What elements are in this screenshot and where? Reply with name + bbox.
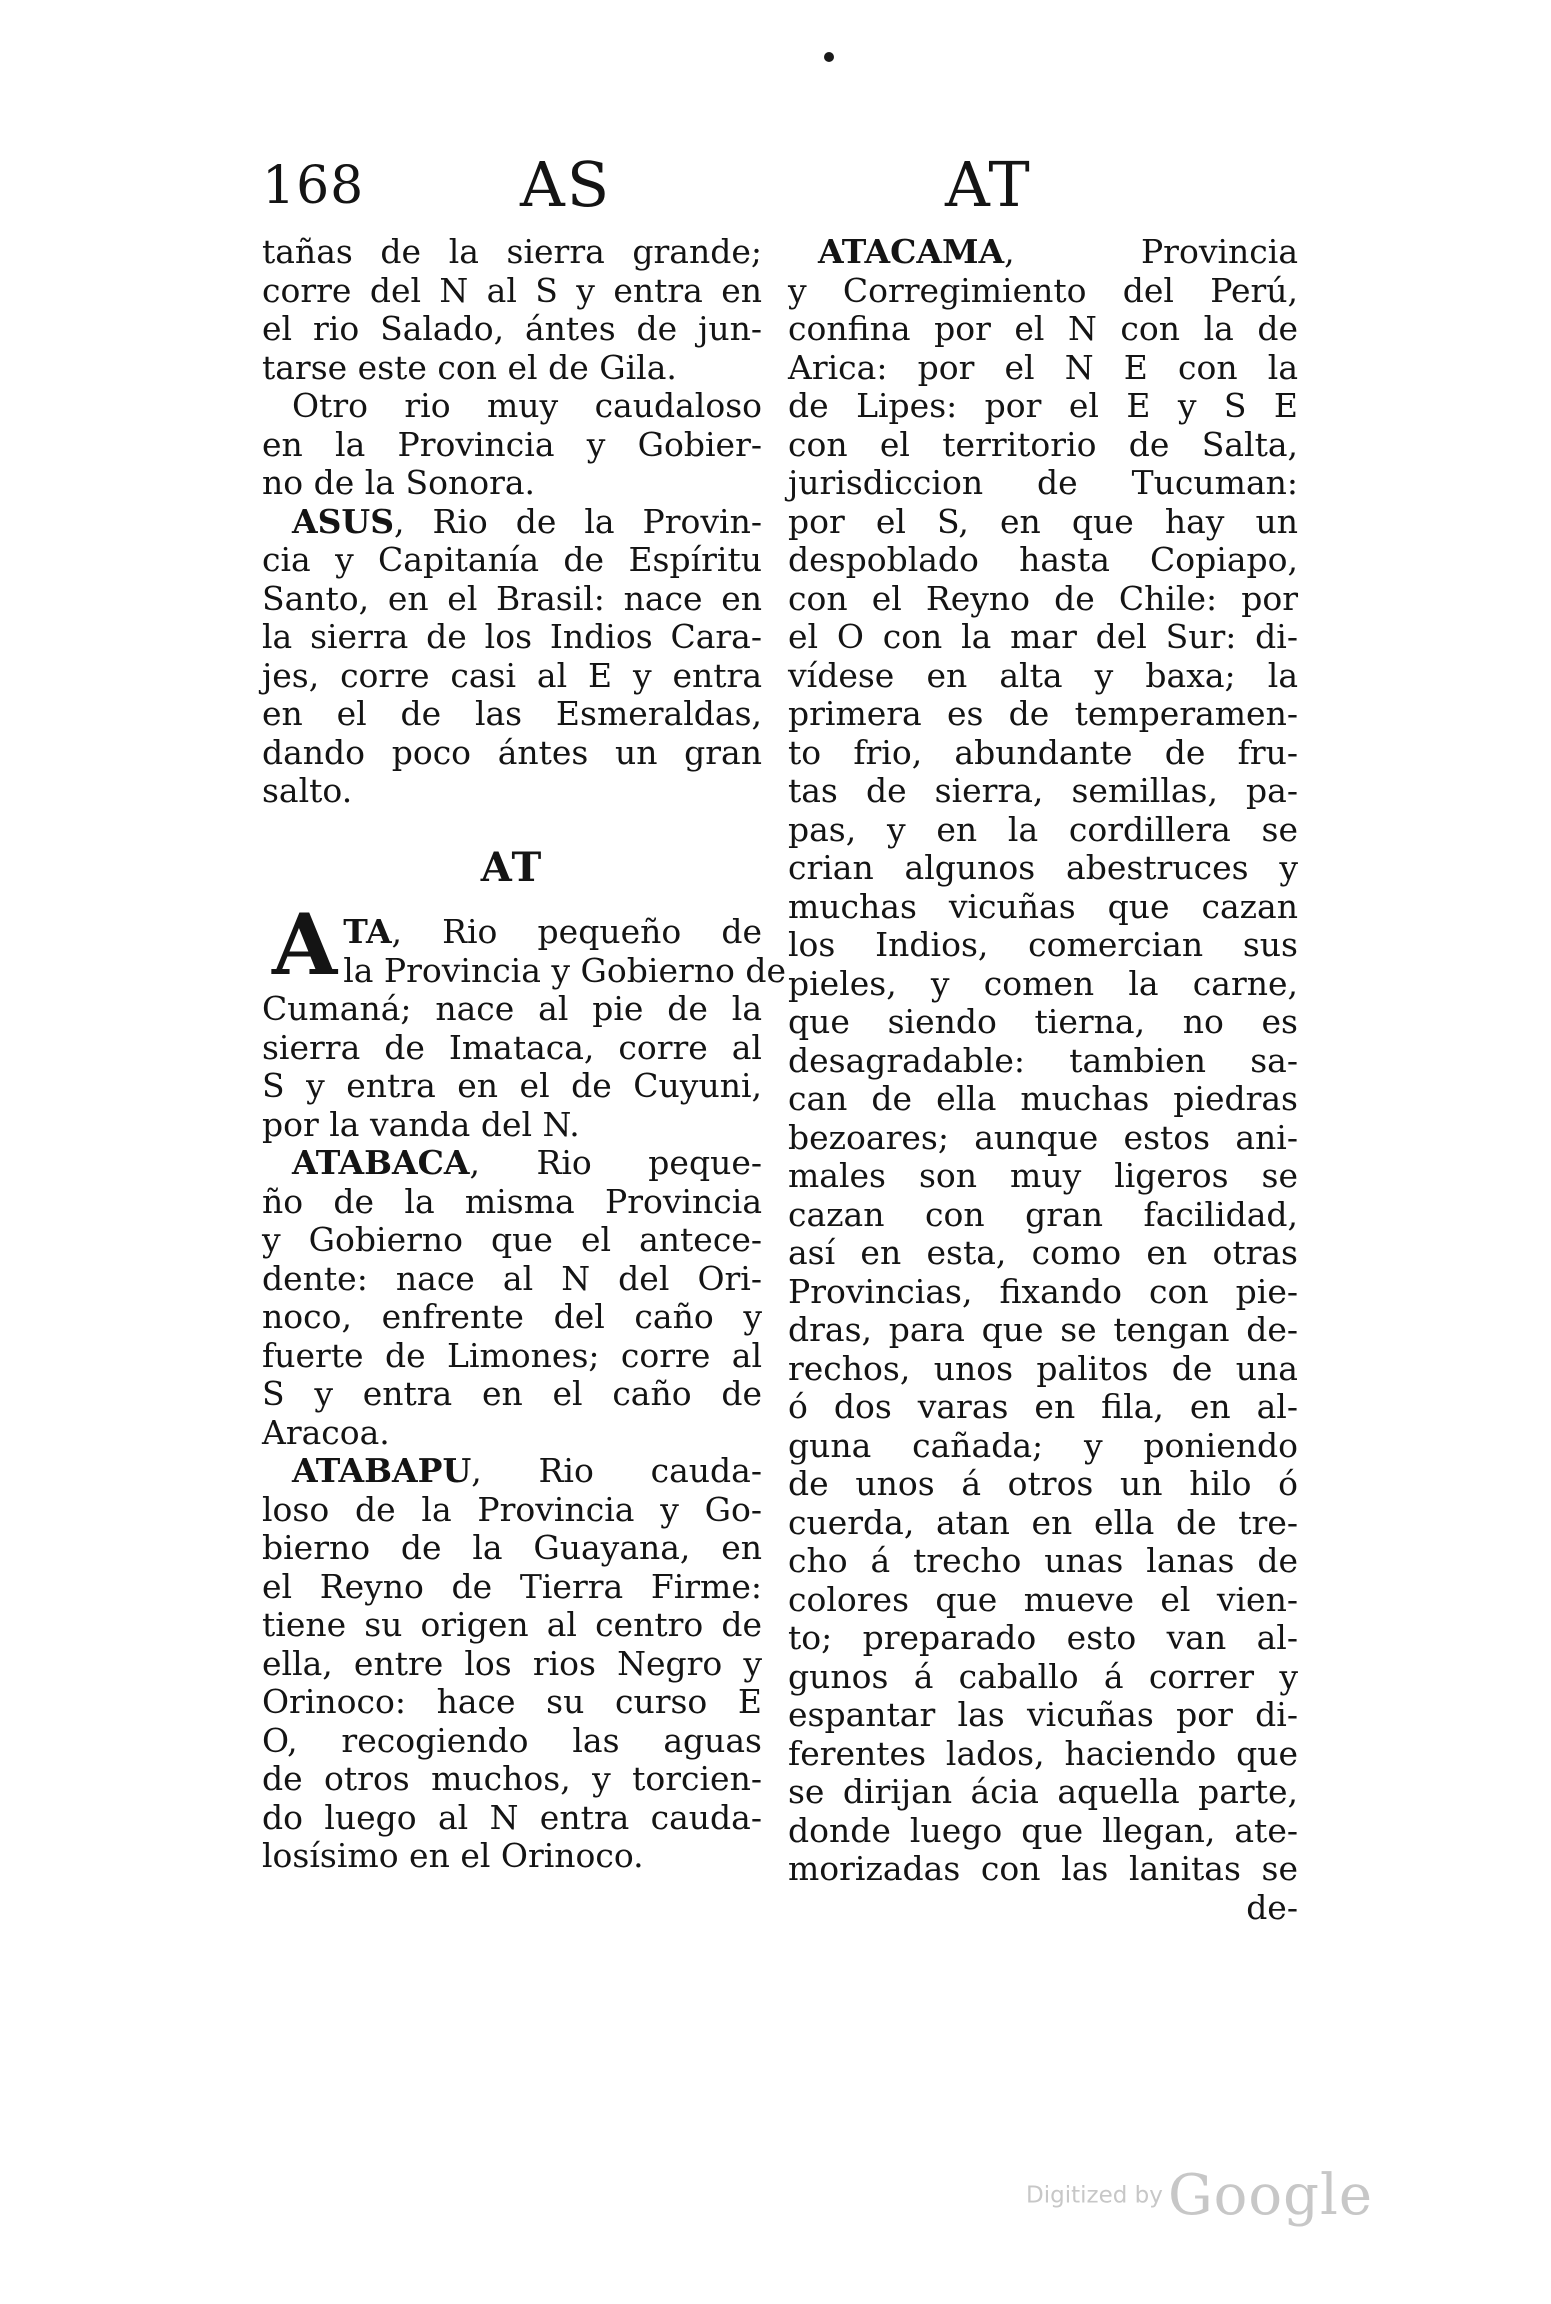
- text-line: espantar las vicuñas por di-: [788, 1695, 1298, 1734]
- text-line: males son muy ligeros se: [788, 1156, 1298, 1195]
- text-line: el rio Salado, ántes de jun-: [262, 309, 762, 348]
- text-line: cazan con gran facilidad,: [788, 1194, 1298, 1234]
- text-line: por el S, en que hay un: [788, 501, 1298, 541]
- left-running-head: AS: [520, 148, 612, 221]
- right-column: [788, 233, 1298, 1927]
- text-line: morizadas con las lanitas se: [788, 1849, 1298, 1888]
- text-line: gunos á caballo á correr y: [788, 1656, 1298, 1696]
- text-line: do luego al N entra cauda-: [262, 1797, 762, 1837]
- text-line: así en esta, como en otras: [788, 1233, 1298, 1272]
- text-line: TA, Rio pequeño de: [343, 912, 762, 951]
- catchword: de-: [1246, 1887, 1298, 1927]
- entry-other-river: [262, 387, 762, 503]
- text-line: noco, enfrente del caño y: [262, 1297, 762, 1336]
- text-line: se dirijan ácia aquella parte,: [788, 1772, 1298, 1811]
- text-line: que siendo tierna, no es: [788, 1002, 1298, 1041]
- entry-continuation: [262, 233, 762, 387]
- ink-dot: [824, 52, 834, 62]
- entry-asus: [262, 503, 762, 811]
- text-line: Arica: por el N E con la: [788, 347, 1298, 387]
- text-line: pieles, y comen la carne,: [788, 963, 1298, 1003]
- text-line: la sierra de los Indios Cara-: [262, 617, 762, 656]
- text-line: tarse este con el de Gila.: [262, 347, 677, 387]
- text-line: ño de la misma Provincia: [262, 1181, 762, 1221]
- text-line: ATABACA, Rio peque-: [292, 1143, 762, 1182]
- entry-atabaca: [262, 1144, 762, 1452]
- text-line: primera es de temperamen-: [788, 694, 1298, 733]
- entry-atacama: [788, 233, 1298, 1889]
- text-line: el O con la mar del Sur: di-: [788, 617, 1298, 656]
- text-line: crian algunos abestruces y: [788, 848, 1298, 887]
- text-line: fuerte de Limones; corre al: [262, 1335, 762, 1375]
- text-line: confina por el N con la de: [788, 309, 1298, 348]
- running-header: [0, 148, 1551, 238]
- text-line: O, recogiendo las aguas: [262, 1720, 762, 1760]
- section-heading: AT: [480, 843, 544, 891]
- left-column: [262, 232, 787, 1876]
- drop-cap: A: [272, 895, 338, 994]
- text-line: jes, corre casi al E y entra: [262, 655, 762, 695]
- text-line: la Provincia y Gobierno de: [343, 950, 787, 990]
- text-line: dando poco ántes un gran: [262, 732, 762, 772]
- headword: ATACAMA: [818, 232, 1005, 271]
- text-line: tañas de la sierra grande;: [262, 232, 762, 271]
- text-line: en la Provincia y Gobier-: [262, 424, 762, 464]
- text-line: guna cañada; y poniendo: [788, 1425, 1298, 1465]
- text-line: vídese en alta y baxa; la: [788, 655, 1298, 695]
- text-line: de otros muchos, y torcien-: [262, 1759, 762, 1798]
- text-line: cuerda, atan en ella de tre-: [788, 1502, 1298, 1542]
- text-line: dras, para que se tengan de-: [788, 1310, 1298, 1349]
- text-line: salto.: [262, 771, 353, 810]
- text-line: con el territorio de Salta,: [788, 424, 1298, 464]
- headword: ATABACA: [292, 1143, 470, 1182]
- entry-atabapu: [262, 1452, 762, 1876]
- digitized-watermark: [1026, 2163, 1373, 2228]
- page-number: 168: [262, 156, 365, 216]
- text-line: Provincias, fixando con pie-: [788, 1271, 1298, 1311]
- text-line: despoblado hasta Copiapo,: [788, 540, 1298, 579]
- text-line: rechos, unos palitos de una: [788, 1348, 1298, 1388]
- text-line: ATACAMA, Provincia: [818, 232, 1298, 271]
- text-line: ella, entre los rios Negro y: [262, 1643, 762, 1683]
- text-line: bierno de la Guayana, en: [262, 1528, 762, 1567]
- text-line: corre del N al S y entra en: [262, 270, 762, 310]
- entry-ata: [262, 895, 787, 1144]
- text-line: el Reyno de Tierra Firme:: [262, 1566, 762, 1606]
- text-line: colores que mueve el vien-: [788, 1579, 1298, 1619]
- text-line: jurisdiccion de Tucuman:: [788, 463, 1298, 502]
- google-logo: Google: [1167, 2163, 1373, 2228]
- text-line: con el Reyno de Chile: por: [788, 578, 1298, 618]
- text-line: Cumaná; nace al pie de la: [262, 989, 762, 1028]
- text-line: losísimo en el Orinoco.: [262, 1836, 644, 1875]
- text-line: ó dos varas en fila, en al-: [788, 1387, 1298, 1426]
- text-line: tiene su origen al centro de: [262, 1605, 762, 1644]
- text-line: en el de las Esmeraldas,: [262, 694, 762, 733]
- text-line: desagradable: tambien sa-: [788, 1040, 1298, 1080]
- text-line: bezoares; aunque estos ani-: [788, 1117, 1298, 1157]
- text-line: sierra de Imataca, corre al: [262, 1027, 762, 1067]
- text-line: dente: nace al N del Ori-: [262, 1258, 762, 1298]
- headword: TA: [343, 912, 392, 951]
- text-line: cho á trecho unas lanas de: [788, 1541, 1298, 1580]
- text-line: por la vanda del N.: [262, 1104, 580, 1144]
- text-line: to; preparado esto van al-: [788, 1618, 1298, 1657]
- text-line: ferentes lados, haciendo que: [788, 1733, 1298, 1773]
- right-running-head: AT: [945, 148, 1032, 221]
- text-line: no de la Sonora.: [262, 463, 536, 502]
- text-line: pas, y en la cordillera se: [788, 809, 1298, 849]
- text-line: S y entra en el de Cuyuni,: [262, 1066, 762, 1105]
- text-line: Otro rio muy caudaloso: [292, 386, 762, 425]
- text-line: can de ella muchas piedras: [788, 1079, 1298, 1118]
- text-line: ATABAPU, Rio cauda-: [292, 1451, 762, 1490]
- text-line: muchas vicuñas que cazan: [788, 886, 1298, 926]
- text-line: y Corregimiento del Perú,: [788, 270, 1298, 310]
- text-line: to frio, abundante de fru-: [788, 732, 1298, 772]
- text-line: Orinoco: hace su curso E: [262, 1682, 762, 1721]
- text-line: tas de sierra, semillas, pa-: [788, 771, 1298, 810]
- text-line: ASUS, Rio de la Provin-: [292, 501, 762, 541]
- headword: ASUS: [292, 501, 395, 541]
- text-line: Aracoa.: [262, 1412, 390, 1452]
- text-line: y Gobierno que el antece-: [262, 1220, 762, 1259]
- text-line: donde luego que llegan, ate-: [788, 1810, 1298, 1850]
- text-line: Santo, en el Brasil: nace en: [262, 578, 762, 618]
- text-line: los Indios, comercian sus: [788, 925, 1298, 964]
- text-line: de Lipes: por el E y S E: [788, 386, 1298, 425]
- text-line: loso de la Provincia y Go-: [262, 1489, 762, 1529]
- watermark-prefix: Digitized by: [1026, 2182, 1163, 2209]
- text-line: cia y Capitanía de Espíritu: [262, 540, 762, 579]
- text-line: de unos á otros un hilo ó: [788, 1464, 1298, 1503]
- text-line: S y entra en el caño de: [262, 1374, 762, 1413]
- headword: ATABAPU: [292, 1451, 472, 1490]
